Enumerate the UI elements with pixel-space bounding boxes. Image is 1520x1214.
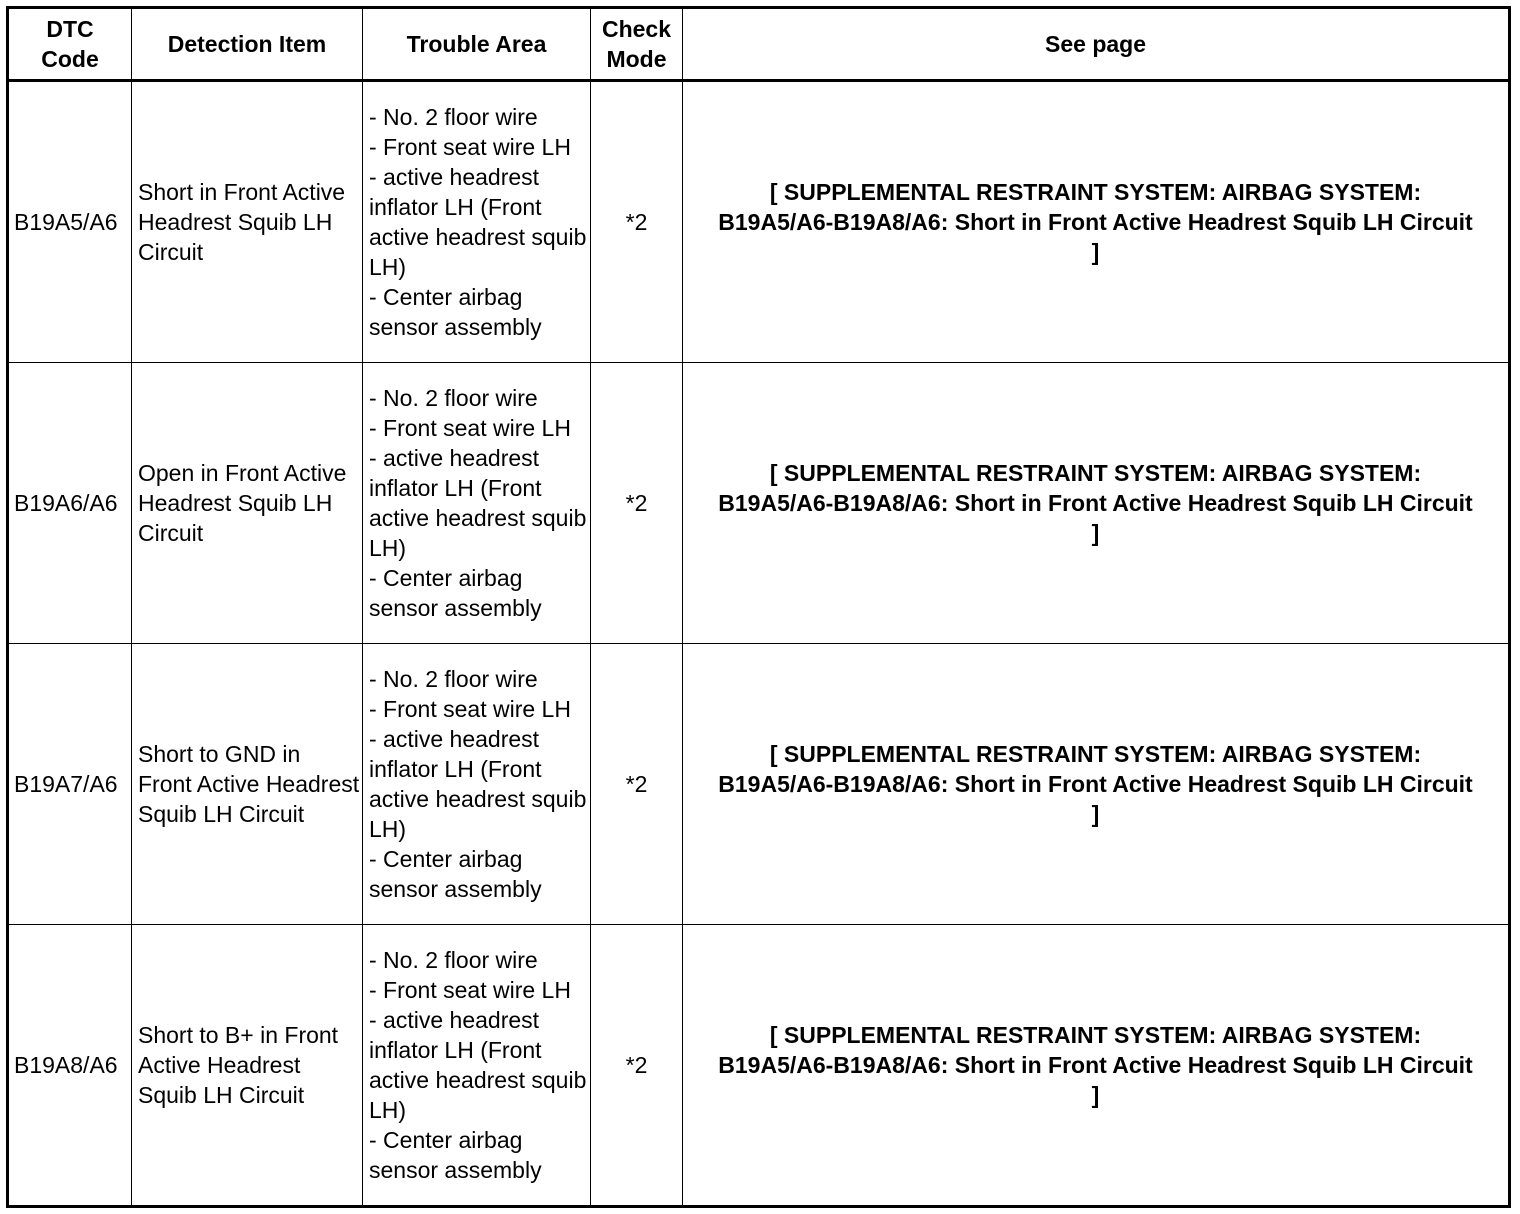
see-page-link[interactable]: [ SUPPLEMENTAL RESTRAINT SYSTEM: AIRBAG SYSTEM: B19A5/A6-B19A8/A6: Short in Front Active Headrest Squib LH Circuit ] (683, 644, 1510, 925)
trouble-area-line: - No. 2 floor wire (369, 104, 538, 130)
header-dtc-code (8, 8, 132, 81)
table-row (8, 644, 1510, 925)
check-mode-cell: *2 (591, 644, 683, 925)
header-check-mode-line1: Check (601, 16, 672, 42)
trouble-area-line: - Center airbag sensor assembly (369, 846, 542, 902)
trouble-area-line: - active headrest inflator LH (Front active headrest squib LH) (369, 726, 587, 842)
table-row (8, 81, 1510, 363)
header-dtc-code-line1: DTC (46, 16, 94, 42)
table-row (8, 925, 1510, 1207)
trouble-area-line: - No. 2 floor wire (369, 385, 538, 411)
header-check-mode (591, 8, 683, 81)
trouble-area-line: - Front seat wire LH (369, 696, 571, 722)
trouble-area-line: - Front seat wire LH (369, 415, 571, 441)
dtc-table-container (6, 6, 1508, 1208)
trouble-area-line: - Center airbag sensor assembly (369, 1127, 542, 1183)
trouble-area-line: - Front seat wire LH (369, 977, 571, 1003)
table-row (8, 363, 1510, 644)
detection-item-cell: Short to B+ in Front Active Headrest Squib LH Circuit (132, 925, 363, 1207)
trouble-area-line: - No. 2 floor wire (369, 947, 538, 973)
check-mode-cell: *2 (591, 81, 683, 363)
see-page-link[interactable]: [ SUPPLEMENTAL RESTRAINT SYSTEM: AIRBAG SYSTEM: B19A5/A6-B19A8/A6: Short in Front Active Headrest Squib LH Circuit ] (683, 925, 1510, 1207)
header-check-mode-line2: Mode (606, 46, 667, 72)
dtc-code-cell: B19A7/A6 (8, 644, 132, 925)
header-detection-item: Detection Item (132, 8, 363, 81)
trouble-area-line: - Center airbag sensor assembly (369, 284, 542, 340)
trouble-area-line: - active headrest inflator LH (Front active headrest squib LH) (369, 445, 587, 561)
trouble-area-line: - active headrest inflator LH (Front active headrest squib LH) (369, 164, 587, 280)
trouble-area-line: - No. 2 floor wire (369, 666, 538, 692)
check-mode-cell: *2 (591, 363, 683, 644)
detection-item-cell: Short in Front Active Headrest Squib LH Circuit (132, 81, 363, 363)
trouble-area-cell (363, 363, 591, 644)
see-page-link[interactable]: [ SUPPLEMENTAL RESTRAINT SYSTEM: AIRBAG SYSTEM: B19A5/A6-B19A8/A6: Short in Front Active Headrest Squib LH Circuit ] (683, 363, 1510, 644)
dtc-code-cell: B19A8/A6 (8, 925, 132, 1207)
trouble-area-cell (363, 81, 591, 363)
detection-item-cell: Open in Front Active Headrest Squib LH Circuit (132, 363, 363, 644)
header-row (8, 8, 1510, 81)
trouble-area-line: - Front seat wire LH (369, 134, 571, 160)
header-dtc-code-line2: Code (41, 46, 99, 72)
trouble-area-line: - Center airbag sensor assembly (369, 565, 542, 621)
header-see-page: See page (683, 8, 1510, 81)
trouble-area-line: - active headrest inflator LH (Front active headrest squib LH) (369, 1007, 587, 1123)
dtc-code-cell: B19A6/A6 (8, 363, 132, 644)
header-trouble-area: Trouble Area (363, 8, 591, 81)
trouble-area-cell (363, 644, 591, 925)
trouble-area-cell (363, 925, 591, 1207)
check-mode-cell: *2 (591, 925, 683, 1207)
dtc-code-cell: B19A5/A6 (8, 81, 132, 363)
dtc-table (6, 6, 1511, 1208)
see-page-link[interactable]: [ SUPPLEMENTAL RESTRAINT SYSTEM: AIRBAG SYSTEM: B19A5/A6-B19A8/A6: Short in Front Active Headrest Squib LH Circuit ] (683, 81, 1510, 363)
detection-item-cell: Short to GND in Front Active Headrest Squib LH Circuit (132, 644, 363, 925)
